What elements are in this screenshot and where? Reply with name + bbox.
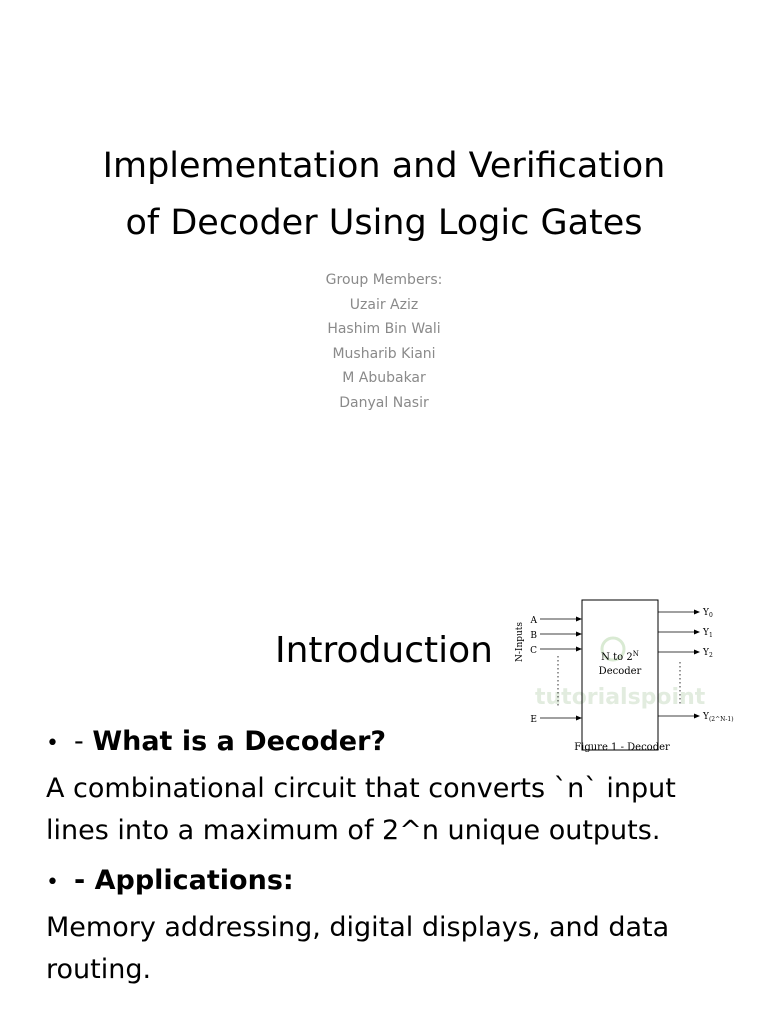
member-name: Danyal Nasir (339, 394, 429, 411)
bullet-item (46, 860, 736, 904)
output-label: $Y_1$ (703, 628, 713, 639)
slide-title-line-1: Implementation and Verification (102, 146, 666, 186)
introduction-slide (0, 576, 768, 1024)
member-name: Musharib Kiani (332, 345, 436, 362)
bullet-description: A combinational circuit that converts `n` input lines into a maximum of 2^n unique outputs. (46, 773, 676, 846)
bullet-heading: What is a Decoder? (92, 726, 387, 757)
input-label: B (530, 631, 537, 641)
output-label: $Y_{(2\^{}N-1)}$ (703, 712, 734, 723)
bullet-dot-icon: • (46, 731, 59, 756)
member-name: M Abubakar (342, 370, 426, 386)
bullet-text (74, 721, 386, 763)
intro-title: Introduction (274, 630, 493, 671)
input-label: C (530, 646, 537, 656)
bullet-description: Memory addressing, digital displays, and data routing. (46, 912, 670, 985)
bullet-heading: - Applications: (74, 865, 294, 896)
slide-title (40, 138, 728, 252)
output-label: $Y_0$ (703, 608, 713, 619)
bullet-prefix: - (74, 726, 93, 757)
inputs-side-label: N-Inputs (515, 621, 525, 663)
input-label: A (530, 616, 537, 626)
group-members (234, 268, 534, 415)
member-name: Hashim Bin Wali (327, 321, 441, 337)
input-label: E (530, 715, 537, 725)
bullet-item (46, 721, 736, 765)
box-label-line-2: Decoder (598, 666, 642, 677)
bullet-dot-icon: • (46, 870, 59, 895)
figure-caption: Figure 1 - Decoder (574, 742, 670, 753)
slide-title-line-2: of Decoder Using Logic Gates (125, 203, 643, 243)
box-label-line-1: N to $2^N$ (601, 650, 639, 663)
output-label: $Y_2$ (703, 648, 713, 659)
watermark-text: tutorialspoint (535, 685, 706, 710)
member-name: Uzair Aziz (349, 296, 419, 313)
members-heading: Group Members: (325, 272, 443, 288)
slide-body (46, 721, 736, 999)
